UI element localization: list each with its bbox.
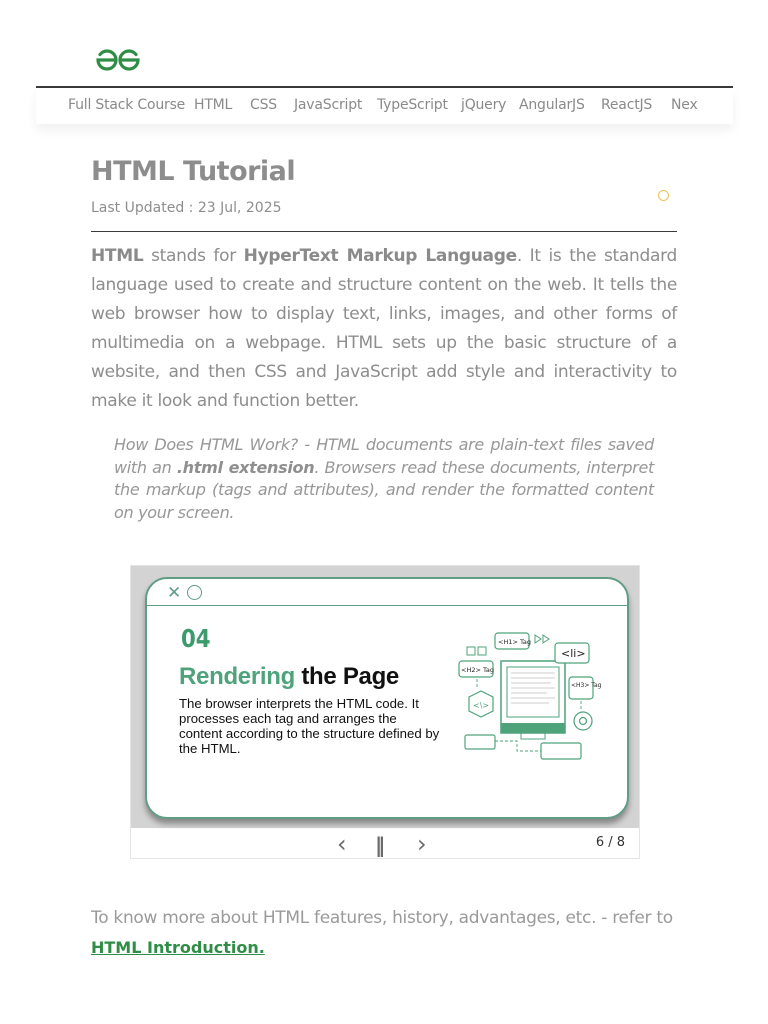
slide-body: The browser interprets the HTML code. It processes each tag and arranges the content according to the structure defined by the HTML.: [179, 696, 440, 756]
divider: [91, 231, 677, 232]
nav-item-javascript[interactable]: JavaScript: [294, 97, 363, 113]
slide-counter: 6 / 8: [595, 835, 625, 850]
nav-item-next[interactable]: Nex: [671, 97, 698, 113]
chevron-right-icon[interactable]: ›: [417, 830, 427, 858]
slide-heading-green: Rendering: [179, 663, 295, 690]
slideshow: [130, 565, 640, 859]
nav-item-html[interactable]: HTML: [194, 97, 233, 113]
nav-item-typescript[interactable]: TypeScript: [377, 97, 448, 113]
h2-tag-label: <H2> Tag: [461, 666, 494, 674]
intro-paragraph: [91, 242, 677, 416]
how-html-works-note: [114, 434, 654, 524]
note-text-1: How Does HTML Work? - HTML documents are plain-text files saved with an: [114, 435, 654, 477]
slide-image: [131, 566, 639, 828]
intro-text-1: stands for: [143, 246, 244, 266]
nav-item-angularjs[interactable]: AngularJS: [519, 97, 585, 113]
note-bold: .html extension: [176, 457, 315, 477]
h3-tag-label: <H3> Tag: [571, 682, 602, 689]
last-updated: Last Updated : 23 Jul, 2025: [91, 200, 282, 216]
pause-icon[interactable]: ‖: [375, 833, 386, 857]
slide-heading: [179, 663, 399, 691]
nav-item-full-stack-course[interactable]: Full Stack Course: [68, 97, 186, 113]
nav-item-reactjs[interactable]: ReactJS: [601, 97, 653, 113]
svg-text:<\>: <\>: [473, 701, 490, 710]
nav-item-jquery[interactable]: jQuery: [461, 97, 507, 113]
page-title: HTML Tutorial: [91, 156, 296, 187]
note-text-2: . Browsers read these documents, interpret the markup (tags and attributes), and render the formatted content on your screen.: [114, 457, 654, 522]
site-header: [36, 0, 733, 88]
slide-heading-dark: the Page: [294, 663, 399, 690]
rendering-illustration: [457, 631, 607, 771]
window-bar: [147, 579, 627, 606]
slide-card: [145, 577, 629, 819]
term-html: HTML: [91, 246, 144, 266]
slide-number: 04: [181, 624, 211, 653]
h1-tag-label: <H1> Tag: [498, 638, 531, 646]
circle-icon[interactable]: [658, 190, 669, 201]
topic-nav: [36, 88, 733, 124]
intro-text-2: . It is the standard language used to create and structure content on the web. It tells the web browser how to display text, links, images, and other forms of multimedia on a webpage. HTML sets up the basic structure of a website, and then CSS and JavaScript add style and interactivity to make it look and function better.: [91, 246, 677, 411]
term-expansion: HyperText Markup Language: [243, 246, 517, 266]
html-introduction-link[interactable]: HTML Introduction.: [91, 938, 265, 957]
li-tag-label: <li>: [561, 647, 586, 660]
gfg-logo-icon[interactable]: [94, 46, 142, 79]
nav-item-css[interactable]: CSS: [250, 97, 277, 113]
slideshow-controls: [131, 828, 639, 858]
chevron-left-icon[interactable]: ‹: [337, 830, 347, 858]
more-info-text: To know more about HTML features, history, advantages, etc. - refer to: [91, 908, 673, 928]
close-icon: ✕: [167, 583, 182, 603]
circle-icon: [187, 585, 202, 600]
